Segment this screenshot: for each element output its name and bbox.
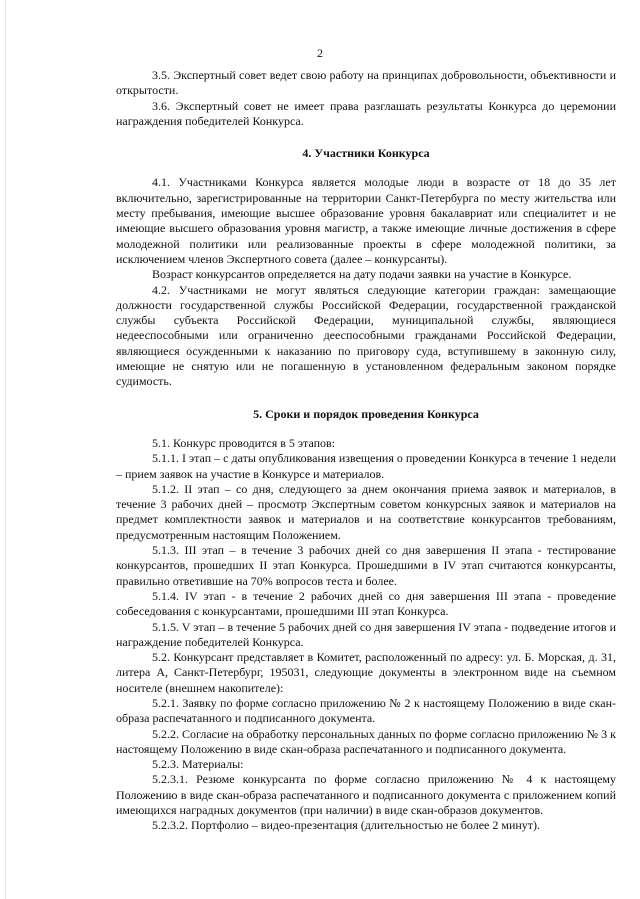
paragraph-5-2-1: 5.2.1. Заявку по форме согласно приложению № 2 к настоящему Положению в виде скан-образа распечатанного и подписанного документа. xyxy=(116,695,616,726)
paragraph-5-2-3-1: 5.2.3.1. Резюме конкурсанта по форме согласно приложению № 4 к настоящему Положению в виде скан-образа распечатанного и подписанного документа с приложением копий имеющихся наградных документов (при наличии) в виде скан-образов документов. xyxy=(116,772,616,818)
page-number: 2 xyxy=(317,46,323,60)
section-4-heading: 4. Участники Конкурса xyxy=(302,146,430,161)
paragraph-5-1-1: 5.1.1. I этап – с даты опубликования извещения о проведении Конкурса в течение 1 недели – прием заявок на участие в Конкурсе и материалов. xyxy=(116,451,616,481)
paragraph-5-2: 5.2. Конкурсант представляет в Комитет, расположенный по адресу: ул. Б. Морская, д. 31, литера А, Санкт-Петербург, 195031, следующие документы в электронном виде на съемном носителе (внешнем накопителе): xyxy=(116,650,616,695)
paragraph-4-1: 4.1. Участниками Конкурса является молодые люди в возрасте от 18 до 35 лет включительно, зарегистрированные на территории Санкт-Петербурга по месту жительства или месту пребывания, имеющие высшее образование уровня бакалавриат или специалитет и не имеющие высшего образования уровня магистр, а также имеющие личные достижения в сфере молодежной политики или реализованные проекты в сфере молодежной политики, за исключением членов Экспертного совета (далее – конкурсанты). xyxy=(116,175,616,266)
paragraph-5-1: 5.1. Конкурс проводится в 5 этапов: xyxy=(152,435,336,450)
paragraph-3-6: 3.6. Экспертный совет не имеет права разглашать результаты Конкурса до церемонии награждения победителей Конкурса. xyxy=(116,98,616,128)
section-5-heading: 5. Сроки и порядок проведения Конкурса xyxy=(253,406,479,421)
paragraph-4-2: 4.2. Участниками не могут являться следующие категории граждан: замещающие должности государственной службы Российской Федерации, государственной гражданской службы субъекта Российской Федерации, муниципальной службы, являющиеся недееспособными или ограниченно дееспособными гражданами Российской Федерации, являющиеся осужденными к наказанию по приговору суда, вступившему в законную силу, имеющие не снятую или не погашенную в установленном федеральным законом порядке судимость. xyxy=(116,282,616,389)
paragraph-age: Возраст конкурсантов определяется на дату подачи заявки на участие в Конкурсе. xyxy=(152,267,572,282)
paragraph-5-2-3-2: 5.2.3.2. Портфолио – видео-презентация (длительностью не более 2 минут). xyxy=(152,818,541,833)
paragraph-5-1-2: 5.1.2. II этап – со дня, следующего за днем окончания приема заявок и материалов, в течение 3 рабочих дней – просмотр Экспертным советом конкурсных заявок и материалов на предмет комплектности заявок и материалов и на соответствие конкурсантов требованиям, предусмотренным настоящим Положением. xyxy=(116,481,616,542)
paragraph-5-1-5: 5.1.5. V этап – в течение 5 рабочих дней со дня завершения IV этапа - подведение итогов и награждение победителей Конкурса. xyxy=(116,619,616,649)
paragraph-5-1-4: 5.1.4. IV этап - в течение 2 рабочих дней со дня завершения III этапа - проведение собеседования с конкурсантами, прошедшими III этап Конкурса. xyxy=(116,588,616,619)
paragraph-5-2-3: 5.2.3. Материалы: xyxy=(152,757,244,772)
paragraph-5-2-2: 5.2.2. Согласие на обработку персональных данных по форме согласно приложению № 3 к настоящему Положению в виде скан-образа распечатанного и подписанного документа. xyxy=(116,726,616,756)
paragraph-5-1-3: 5.1.3. III этап – в течение 3 рабочих дней со дня завершения II этапа - тестирование конкурсантов, прошедших II этап Конкурса. Прошедшими в IV этап считаются конкурсанты, правильно ответившие на 70% вопросов теста и более. xyxy=(116,543,616,588)
paragraph-3-5: 3.5. Экспертный совет ведет свою работу на принципах добровольности, объективности и открытости. xyxy=(116,68,616,98)
document-body xyxy=(116,68,616,834)
scan-edge-line xyxy=(5,0,6,899)
